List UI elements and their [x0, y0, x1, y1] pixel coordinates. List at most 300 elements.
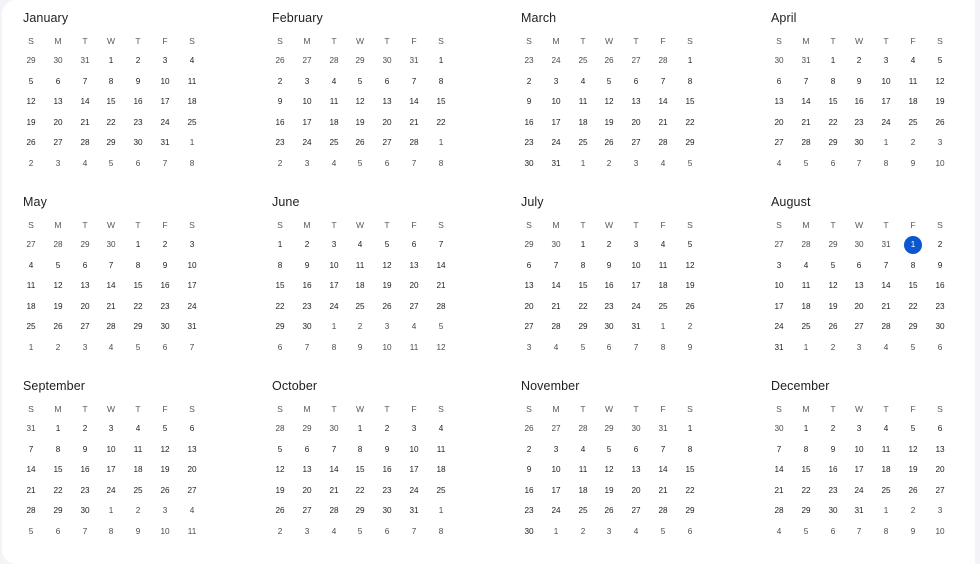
day-cell[interactable]	[72, 257, 98, 275]
day-cell[interactable]	[900, 318, 926, 336]
day-cell[interactable]	[347, 236, 373, 254]
day-cell[interactable]	[45, 93, 71, 111]
adjacent-month-day[interactable]	[321, 339, 347, 357]
day-cell[interactable]	[516, 73, 542, 91]
adjacent-month-day[interactable]	[18, 420, 44, 438]
adjacent-month-day[interactable]	[820, 339, 846, 357]
day-cell[interactable]	[401, 502, 427, 520]
day-cell[interactable]	[873, 482, 899, 500]
day-cell[interactable]	[543, 318, 569, 336]
adjacent-month-day[interactable]	[677, 523, 703, 541]
day-cell[interactable]	[125, 73, 151, 91]
month-title[interactable]: December	[771, 379, 830, 393]
day-cell[interactable]	[543, 482, 569, 500]
day-cell[interactable]	[793, 134, 819, 152]
day-cell[interactable]	[570, 277, 596, 295]
day-cell[interactable]	[45, 257, 71, 275]
day-cell[interactable]	[900, 482, 926, 500]
day-cell[interactable]	[793, 461, 819, 479]
adjacent-month-day[interactable]	[374, 339, 400, 357]
adjacent-month-day[interactable]	[570, 420, 596, 438]
adjacent-month-day[interactable]	[927, 155, 953, 173]
day-cell[interactable]	[45, 134, 71, 152]
day-cell[interactable]	[267, 298, 293, 316]
day-cell[interactable]	[18, 441, 44, 459]
day-cell[interactable]	[125, 114, 151, 132]
day-cell[interactable]	[900, 257, 926, 275]
day-cell[interactable]	[321, 257, 347, 275]
day-cell[interactable]	[401, 73, 427, 91]
adjacent-month-day[interactable]	[428, 318, 454, 336]
adjacent-month-day[interactable]	[267, 523, 293, 541]
adjacent-month-day[interactable]	[179, 155, 205, 173]
day-cell[interactable]	[401, 441, 427, 459]
day-cell[interactable]	[72, 73, 98, 91]
adjacent-month-day[interactable]	[45, 155, 71, 173]
day-cell[interactable]	[516, 441, 542, 459]
day-cell[interactable]	[179, 277, 205, 295]
day-cell[interactable]	[516, 461, 542, 479]
day-cell[interactable]	[45, 502, 71, 520]
adjacent-month-day[interactable]	[623, 52, 649, 70]
day-cell[interactable]	[820, 502, 846, 520]
day-cell[interactable]	[179, 461, 205, 479]
adjacent-month-day[interactable]	[179, 523, 205, 541]
day-cell[interactable]	[543, 502, 569, 520]
adjacent-month-day[interactable]	[98, 339, 124, 357]
day-cell[interactable]	[596, 277, 622, 295]
day-cell[interactable]	[347, 93, 373, 111]
adjacent-month-day[interactable]	[45, 236, 71, 254]
month-title[interactable]: July	[521, 195, 544, 209]
day-cell[interactable]	[596, 114, 622, 132]
day-cell[interactable]	[374, 236, 400, 254]
day-cell[interactable]	[927, 114, 953, 132]
day-cell[interactable]	[152, 93, 178, 111]
day-cell[interactable]	[873, 73, 899, 91]
day-cell[interactable]	[401, 93, 427, 111]
day-cell[interactable]	[793, 502, 819, 520]
day-cell[interactable]	[516, 257, 542, 275]
adjacent-month-day[interactable]	[98, 155, 124, 173]
adjacent-month-day[interactable]	[927, 502, 953, 520]
day-cell[interactable]	[570, 114, 596, 132]
day-cell[interactable]	[267, 482, 293, 500]
day-cell[interactable]	[846, 114, 872, 132]
adjacent-month-day[interactable]	[152, 523, 178, 541]
adjacent-month-day[interactable]	[596, 52, 622, 70]
day-cell[interactable]	[179, 257, 205, 275]
day-cell[interactable]	[846, 93, 872, 111]
day-cell[interactable]	[846, 73, 872, 91]
day-cell[interactable]	[543, 298, 569, 316]
day-cell[interactable]	[18, 482, 44, 500]
day-cell[interactable]	[45, 114, 71, 132]
day-cell[interactable]	[846, 461, 872, 479]
day-cell[interactable]	[623, 298, 649, 316]
day-cell[interactable]	[179, 482, 205, 500]
adjacent-month-day[interactable]	[125, 155, 151, 173]
adjacent-month-day[interactable]	[347, 339, 373, 357]
day-cell[interactable]	[401, 277, 427, 295]
day-cell[interactable]	[152, 420, 178, 438]
day-cell[interactable]	[18, 134, 44, 152]
day-cell[interactable]	[846, 277, 872, 295]
day-cell[interactable]	[900, 52, 926, 70]
day-cell[interactable]	[18, 277, 44, 295]
day-cell[interactable]	[125, 236, 151, 254]
adjacent-month-day[interactable]	[45, 339, 71, 357]
adjacent-month-day[interactable]	[516, 236, 542, 254]
selected-day[interactable]	[900, 236, 926, 254]
day-cell[interactable]	[428, 298, 454, 316]
month-title[interactable]: October	[272, 379, 318, 393]
day-cell[interactable]	[72, 482, 98, 500]
day-cell[interactable]	[543, 114, 569, 132]
adjacent-month-day[interactable]	[321, 52, 347, 70]
day-cell[interactable]	[623, 114, 649, 132]
adjacent-month-day[interactable]	[650, 420, 676, 438]
day-cell[interactable]	[125, 257, 151, 275]
month-title[interactable]: May	[23, 195, 47, 209]
day-cell[interactable]	[766, 502, 792, 520]
day-cell[interactable]	[846, 420, 872, 438]
adjacent-month-day[interactable]	[428, 502, 454, 520]
day-cell[interactable]	[267, 318, 293, 336]
day-cell[interactable]	[543, 441, 569, 459]
day-cell[interactable]	[347, 482, 373, 500]
day-cell[interactable]	[873, 441, 899, 459]
adjacent-month-day[interactable]	[152, 339, 178, 357]
day-cell[interactable]	[623, 482, 649, 500]
adjacent-month-day[interactable]	[401, 339, 427, 357]
day-cell[interactable]	[927, 420, 953, 438]
adjacent-month-day[interactable]	[347, 52, 373, 70]
adjacent-month-day[interactable]	[873, 502, 899, 520]
adjacent-month-day[interactable]	[98, 236, 124, 254]
adjacent-month-day[interactable]	[793, 523, 819, 541]
day-cell[interactable]	[152, 52, 178, 70]
adjacent-month-day[interactable]	[596, 420, 622, 438]
day-cell[interactable]	[401, 114, 427, 132]
day-cell[interactable]	[677, 461, 703, 479]
day-cell[interactable]	[596, 73, 622, 91]
day-cell[interactable]	[650, 73, 676, 91]
day-cell[interactable]	[570, 236, 596, 254]
adjacent-month-day[interactable]	[321, 420, 347, 438]
day-cell[interactable]	[596, 482, 622, 500]
adjacent-month-day[interactable]	[793, 155, 819, 173]
month-title[interactable]: March	[521, 11, 557, 25]
adjacent-month-day[interactable]	[179, 339, 205, 357]
day-cell[interactable]	[846, 134, 872, 152]
day-cell[interactable]	[179, 73, 205, 91]
day-cell[interactable]	[873, 277, 899, 295]
day-cell[interactable]	[294, 461, 320, 479]
adjacent-month-day[interactable]	[516, 420, 542, 438]
day-cell[interactable]	[766, 277, 792, 295]
day-cell[interactable]	[428, 441, 454, 459]
day-cell[interactable]	[846, 482, 872, 500]
adjacent-month-day[interactable]	[428, 134, 454, 152]
day-cell[interactable]	[873, 114, 899, 132]
day-cell[interactable]	[294, 134, 320, 152]
day-cell[interactable]	[543, 155, 569, 173]
day-cell[interactable]	[623, 257, 649, 275]
day-cell[interactable]	[543, 93, 569, 111]
day-cell[interactable]	[677, 502, 703, 520]
day-cell[interactable]	[98, 52, 124, 70]
adjacent-month-day[interactable]	[766, 523, 792, 541]
day-cell[interactable]	[428, 114, 454, 132]
adjacent-month-day[interactable]	[900, 155, 926, 173]
adjacent-month-day[interactable]	[294, 52, 320, 70]
day-cell[interactable]	[820, 277, 846, 295]
day-cell[interactable]	[321, 236, 347, 254]
day-cell[interactable]	[766, 318, 792, 336]
day-cell[interactable]	[820, 73, 846, 91]
day-cell[interactable]	[152, 482, 178, 500]
day-cell[interactable]	[820, 257, 846, 275]
adjacent-month-day[interactable]	[623, 420, 649, 438]
day-cell[interactable]	[596, 298, 622, 316]
day-cell[interactable]	[321, 502, 347, 520]
day-cell[interactable]	[927, 236, 953, 254]
adjacent-month-day[interactable]	[766, 52, 792, 70]
day-cell[interactable]	[596, 461, 622, 479]
day-cell[interactable]	[596, 502, 622, 520]
day-cell[interactable]	[677, 441, 703, 459]
day-cell[interactable]	[623, 461, 649, 479]
day-cell[interactable]	[72, 134, 98, 152]
adjacent-month-day[interactable]	[347, 318, 373, 336]
day-cell[interactable]	[516, 114, 542, 132]
day-cell[interactable]	[677, 298, 703, 316]
day-cell[interactable]	[72, 441, 98, 459]
day-cell[interactable]	[820, 93, 846, 111]
day-cell[interactable]	[72, 461, 98, 479]
day-cell[interactable]	[179, 420, 205, 438]
day-cell[interactable]	[428, 257, 454, 275]
day-cell[interactable]	[900, 441, 926, 459]
day-cell[interactable]	[18, 257, 44, 275]
day-cell[interactable]	[873, 257, 899, 275]
day-cell[interactable]	[294, 114, 320, 132]
adjacent-month-day[interactable]	[846, 155, 872, 173]
day-cell[interactable]	[793, 318, 819, 336]
adjacent-month-day[interactable]	[374, 155, 400, 173]
day-cell[interactable]	[179, 441, 205, 459]
adjacent-month-day[interactable]	[677, 339, 703, 357]
day-cell[interactable]	[596, 441, 622, 459]
day-cell[interactable]	[347, 73, 373, 91]
day-cell[interactable]	[294, 482, 320, 500]
day-cell[interactable]	[267, 502, 293, 520]
adjacent-month-day[interactable]	[543, 339, 569, 357]
day-cell[interactable]	[125, 441, 151, 459]
day-cell[interactable]	[374, 257, 400, 275]
day-cell[interactable]	[677, 134, 703, 152]
day-cell[interactable]	[294, 277, 320, 295]
day-cell[interactable]	[543, 134, 569, 152]
adjacent-month-day[interactable]	[793, 339, 819, 357]
day-cell[interactable]	[179, 298, 205, 316]
adjacent-month-day[interactable]	[98, 502, 124, 520]
adjacent-month-day[interactable]	[18, 155, 44, 173]
day-cell[interactable]	[45, 277, 71, 295]
adjacent-month-day[interactable]	[900, 502, 926, 520]
day-cell[interactable]	[766, 441, 792, 459]
adjacent-month-day[interactable]	[927, 523, 953, 541]
day-cell[interactable]	[267, 73, 293, 91]
day-cell[interactable]	[650, 461, 676, 479]
day-cell[interactable]	[927, 298, 953, 316]
day-cell[interactable]	[596, 257, 622, 275]
day-cell[interactable]	[623, 318, 649, 336]
adjacent-month-day[interactable]	[72, 236, 98, 254]
day-cell[interactable]	[570, 461, 596, 479]
adjacent-month-day[interactable]	[347, 523, 373, 541]
day-cell[interactable]	[623, 236, 649, 254]
adjacent-month-day[interactable]	[766, 155, 792, 173]
day-cell[interactable]	[793, 114, 819, 132]
day-cell[interactable]	[516, 502, 542, 520]
day-cell[interactable]	[570, 298, 596, 316]
day-cell[interactable]	[623, 93, 649, 111]
day-cell[interactable]	[596, 236, 622, 254]
day-cell[interactable]	[347, 134, 373, 152]
day-cell[interactable]	[267, 461, 293, 479]
day-cell[interactable]	[347, 257, 373, 275]
adjacent-month-day[interactable]	[596, 523, 622, 541]
month-title[interactable]: September	[23, 379, 86, 393]
day-cell[interactable]	[72, 298, 98, 316]
day-cell[interactable]	[570, 441, 596, 459]
day-cell[interactable]	[650, 257, 676, 275]
adjacent-month-day[interactable]	[179, 502, 205, 520]
day-cell[interactable]	[179, 114, 205, 132]
day-cell[interactable]	[267, 93, 293, 111]
adjacent-month-day[interactable]	[650, 318, 676, 336]
day-cell[interactable]	[18, 114, 44, 132]
day-cell[interactable]	[125, 298, 151, 316]
day-cell[interactable]	[179, 236, 205, 254]
day-cell[interactable]	[294, 93, 320, 111]
adjacent-month-day[interactable]	[45, 523, 71, 541]
day-cell[interactable]	[900, 298, 926, 316]
day-cell[interactable]	[428, 236, 454, 254]
day-cell[interactable]	[677, 236, 703, 254]
adjacent-month-day[interactable]	[267, 52, 293, 70]
day-cell[interactable]	[516, 277, 542, 295]
day-cell[interactable]	[152, 318, 178, 336]
day-cell[interactable]	[347, 114, 373, 132]
day-cell[interactable]	[125, 52, 151, 70]
day-cell[interactable]	[927, 257, 953, 275]
adjacent-month-day[interactable]	[125, 523, 151, 541]
adjacent-month-day[interactable]	[650, 155, 676, 173]
adjacent-month-day[interactable]	[321, 523, 347, 541]
day-cell[interactable]	[125, 134, 151, 152]
day-cell[interactable]	[98, 482, 124, 500]
day-cell[interactable]	[98, 298, 124, 316]
day-cell[interactable]	[900, 420, 926, 438]
day-cell[interactable]	[516, 482, 542, 500]
adjacent-month-day[interactable]	[374, 318, 400, 336]
day-cell[interactable]	[267, 277, 293, 295]
day-cell[interactable]	[900, 114, 926, 132]
day-cell[interactable]	[516, 134, 542, 152]
day-cell[interactable]	[347, 277, 373, 295]
adjacent-month-day[interactable]	[900, 134, 926, 152]
day-cell[interactable]	[347, 461, 373, 479]
day-cell[interactable]	[98, 73, 124, 91]
day-cell[interactable]	[179, 93, 205, 111]
day-cell[interactable]	[18, 318, 44, 336]
adjacent-month-day[interactable]	[294, 155, 320, 173]
day-cell[interactable]	[125, 93, 151, 111]
day-cell[interactable]	[543, 257, 569, 275]
day-cell[interactable]	[820, 134, 846, 152]
adjacent-month-day[interactable]	[927, 339, 953, 357]
adjacent-month-day[interactable]	[820, 523, 846, 541]
adjacent-month-day[interactable]	[650, 523, 676, 541]
adjacent-month-day[interactable]	[623, 523, 649, 541]
day-cell[interactable]	[45, 420, 71, 438]
adjacent-month-day[interactable]	[428, 339, 454, 357]
day-cell[interactable]	[820, 52, 846, 70]
day-cell[interactable]	[125, 277, 151, 295]
day-cell[interactable]	[98, 93, 124, 111]
day-cell[interactable]	[677, 114, 703, 132]
adjacent-month-day[interactable]	[650, 52, 676, 70]
day-cell[interactable]	[623, 134, 649, 152]
day-cell[interactable]	[927, 73, 953, 91]
day-cell[interactable]	[623, 277, 649, 295]
day-cell[interactable]	[321, 93, 347, 111]
day-cell[interactable]	[900, 461, 926, 479]
day-cell[interactable]	[570, 73, 596, 91]
day-cell[interactable]	[900, 93, 926, 111]
day-cell[interactable]	[516, 298, 542, 316]
day-cell[interactable]	[677, 482, 703, 500]
day-cell[interactable]	[677, 93, 703, 111]
adjacent-month-day[interactable]	[677, 318, 703, 336]
day-cell[interactable]	[179, 52, 205, 70]
day-cell[interactable]	[766, 482, 792, 500]
day-cell[interactable]	[766, 339, 792, 357]
adjacent-month-day[interactable]	[900, 523, 926, 541]
adjacent-month-day[interactable]	[793, 52, 819, 70]
adjacent-month-day[interactable]	[873, 134, 899, 152]
day-cell[interactable]	[152, 461, 178, 479]
adjacent-month-day[interactable]	[72, 155, 98, 173]
day-cell[interactable]	[401, 461, 427, 479]
day-cell[interactable]	[374, 298, 400, 316]
day-cell[interactable]	[428, 482, 454, 500]
day-cell[interactable]	[650, 441, 676, 459]
adjacent-month-day[interactable]	[401, 155, 427, 173]
day-cell[interactable]	[374, 420, 400, 438]
adjacent-month-day[interactable]	[321, 318, 347, 336]
day-cell[interactable]	[516, 523, 542, 541]
day-cell[interactable]	[321, 134, 347, 152]
adjacent-month-day[interactable]	[18, 523, 44, 541]
day-cell[interactable]	[401, 482, 427, 500]
day-cell[interactable]	[543, 277, 569, 295]
adjacent-month-day[interactable]	[927, 134, 953, 152]
day-cell[interactable]	[543, 461, 569, 479]
